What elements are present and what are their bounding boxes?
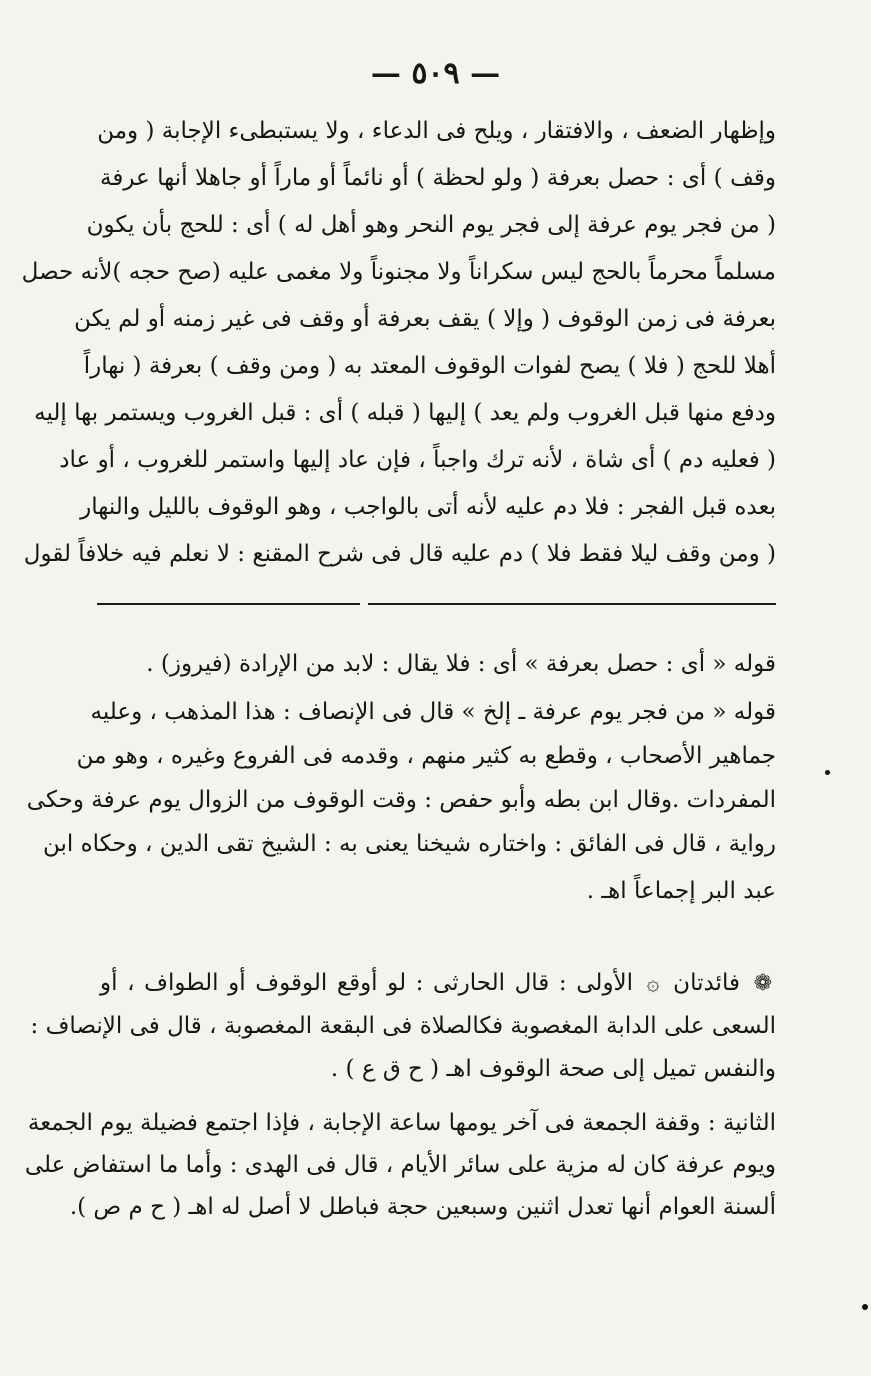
edge-dot: [862, 1304, 868, 1310]
footnote-line: رواية ، قال فى الفائق : واختاره شيخنا يعنى به : الشيخ تقى الدين ، وحكاه ابن: [42, 831, 776, 857]
footnote-1: [100, 640, 776, 688]
page-number: — ٥٠٩ —: [370, 56, 501, 91]
footnote-line: عبد البر إجماعاً اهـ .: [586, 878, 776, 904]
footnote-separator-right: [368, 603, 776, 605]
main-text-line: ( فعليه دم ) أى شاة ، لأنه ترك واجباً ، فإن عاد إليها واستمر للغروب ، أو عاد: [59, 447, 776, 473]
footnote-line: ألسنة العوام أنها تعدل اثنين وسبعين حجة فباطل لا أصل له اهـ ( ح م ص ).: [69, 1194, 776, 1220]
footnote-line: والنفس تميل إلى صحة الوقوف اهـ ( ح ق ع ) .: [330, 1056, 776, 1082]
main-text-line: أهلا للحج ( فلا ) يصح لفوات الوقوف المعتد به ( ومن وقف ) بعرفة ( نهاراً: [83, 353, 776, 379]
main-text-line: ودفع منها قبل الغروب ولم يعد ) إليها ( قبله ) أى : قبل الغروب ويستمر بها إليه: [34, 400, 776, 426]
footnote-4: [24, 1102, 776, 1228]
main-text-line: بعرفة فى زمن الوقوف ( وإلا ) يقف بعرفة أو وقف فى غير زمنه أو لم يكن: [74, 306, 776, 332]
footnote-separator-left: [97, 603, 360, 605]
main-text: [21, 108, 776, 578]
footnote-line: الثانية : وقفة الجمعة فى آخر يومها ساعة الإجابة ، فإذا اجتمع فضيلة يوم الجمعة: [27, 1110, 776, 1136]
main-text-line: وقف ) أى : حصل بعرفة ( ولو لحظة ) أو نائماً أو ماراً أو جاهلا أنها عرفة: [100, 165, 776, 191]
main-text-line: ( من فجر يوم عرفة إلى فجر يوم النحر وهو أهل له ) أى : للحج بأن يكون: [86, 212, 776, 238]
footnote-line: السعى على الدابة المغصوبة فكالصلاة فى البقعة المغصوبة ، قال فى الإنصاف :: [30, 1013, 776, 1039]
footnote-line: جماهير الأصحاب ، وقطع به كثير منهم ، وقدمه فى الفروع وغيره ، وهو من: [76, 743, 776, 769]
bullet-dot: [825, 770, 830, 775]
footnote-2: [26, 690, 776, 916]
footnote-heading-line: [100, 962, 776, 1005]
footnote-heading-text: الأولى : قال الحارثى : لو أوقع الوقوف أو الطواف ، أو: [100, 970, 634, 996]
main-text-line: مسلماً محرماً بالحج ليس سكراناً ولا مجنوناً ولا مغمى عليه (صح حجه )لأنه حصل: [21, 259, 776, 285]
footnote-line: المفردات .وقال ابن بطه وأبو حفص : وقت الوقوف من الزوال يوم عرفة وحكى: [26, 787, 776, 813]
footnote-line: ويوم عرفة كان له مزية على سائر الأيام ، قال فى الهدى : وأما ما استفاض على: [24, 1152, 776, 1178]
main-text-line: ( ومن وقف ليلا فقط فلا ) دم عليه قال فى شرح المقنع : لا نعلم فيه خلافاً لقول: [23, 541, 776, 567]
footnote-heading: فائدتان: [673, 970, 740, 996]
footnote-line: قوله « من فجر يوم عرفة ـ إلخ » قال فى الإنصاف : هذا المذهب ، وعليه: [90, 699, 776, 725]
main-text-line: بعده قبل الفجر : فلا دم عليه لأنه أتى بالواجب ، وهو الوقوف بالليل والنهار: [80, 494, 776, 520]
ornament-left-icon: ۞: [646, 971, 660, 996]
footnote-line: قوله « أى : حصل بعرفة » أى : فلا يقال : لابد من الإرادة (فيروز) .: [146, 651, 776, 677]
main-text-line: وإظهار الضعف ، والافتقار ، ويلح فى الدعاء ، ولا يستبطىء الإجابة ( ومن: [97, 118, 776, 144]
ornament-right-icon: ❁: [753, 971, 772, 996]
footnote-3: [30, 962, 776, 1091]
